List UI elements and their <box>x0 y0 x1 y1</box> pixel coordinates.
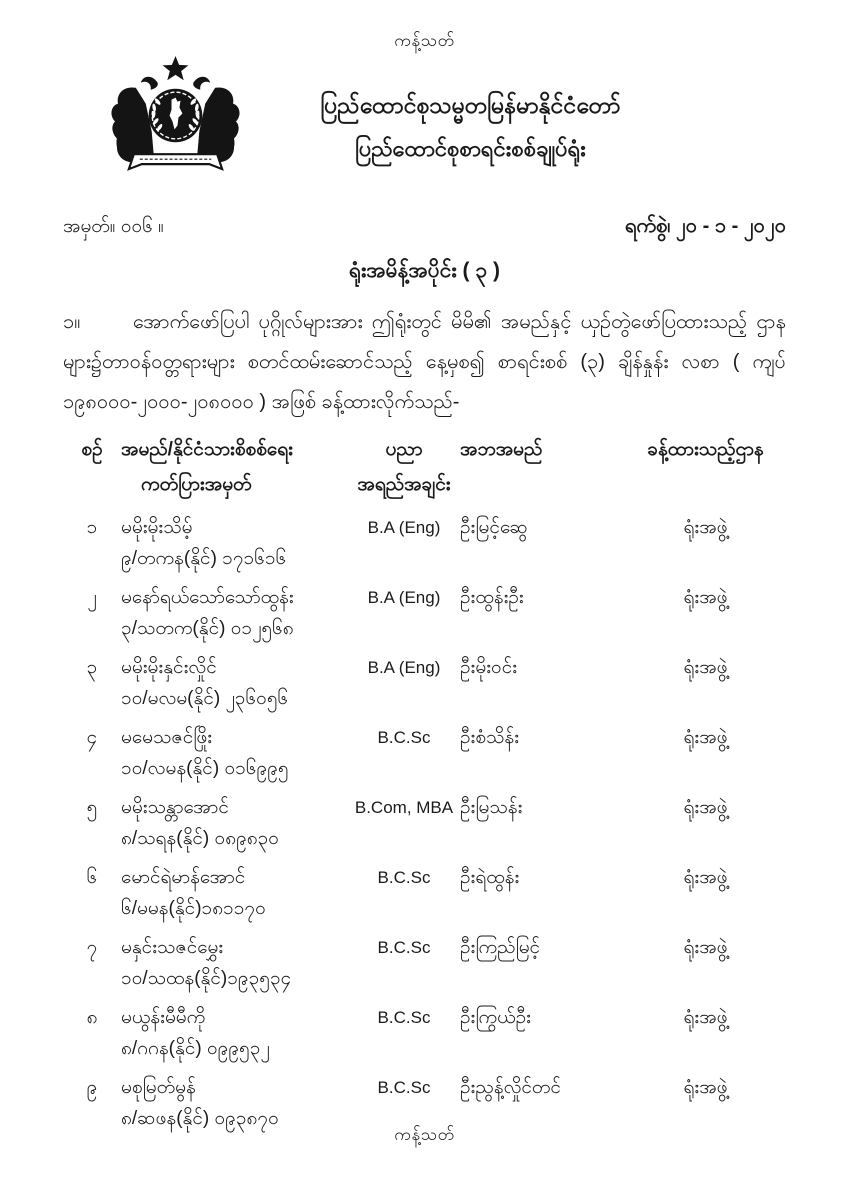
order-paragraph <box>63 302 786 422</box>
row-name: မစုမြတ်မွန် <box>121 1077 196 1098</box>
meta-row <box>63 212 786 242</box>
row-nrc-number: ၆/မမန(နိုင်)၁၈၁၁၇၀ <box>121 898 266 919</box>
row-serial: ၃ <box>86 657 98 678</box>
table-rows <box>63 512 786 1134</box>
order-title: ရုံးအမိန့်အပိုင်း ( ၃ ) <box>348 259 501 282</box>
row-father-name: ဦးစံသိန်း <box>460 727 520 748</box>
classification-marking-top: ကန့်သတ် <box>394 31 455 50</box>
row-nrc-number: ၁၀/မလမ(နိုင်) ၂၃၆၀၅၆ <box>121 688 289 709</box>
row-qualification: B.C.Sc <box>377 938 431 957</box>
header-name-line2: ကတ်ပြားအမှတ် <box>141 474 252 495</box>
row-serial: ၇ <box>86 937 98 958</box>
row-father-name: ဦးကြွယ်ဦး <box>460 1007 531 1028</box>
row-name: မမိုးမိုးသိမ့် <box>121 517 193 538</box>
row-name-nrc <box>121 652 348 714</box>
row-serial: ၅ <box>86 797 98 818</box>
row-father-name: ဦးညွန့်လှိုင်တင် <box>460 1077 561 1098</box>
row-serial: ၉ <box>86 1077 98 1098</box>
row-nrc-number: ၁၀/သထန(နိုင်)၁၉၃၅၃၄ <box>121 968 292 989</box>
row-department: ရုံးအဖွဲ့ <box>683 1007 728 1028</box>
table-row <box>63 512 786 574</box>
row-name: မနှင်းသဇင်မွှေး <box>121 937 224 958</box>
row-qualification: B.C.Sc <box>377 1078 431 1097</box>
row-qualification: B.A (Eng) <box>367 518 441 537</box>
row-name-nrc <box>121 722 348 784</box>
row-qualification: B.C.Sc <box>377 868 431 887</box>
row-nrc-number: ၈/ဂဂန(နိုင်) ၀၉၉၅၃၂ <box>121 1038 270 1059</box>
row-father-name: ဦးထွန်းဦး <box>460 587 524 608</box>
row-serial: ၈ <box>86 1007 98 1028</box>
row-nrc-number: ၃/သတက(နိုင်) ၀၁၂၅၆၈ <box>121 618 294 639</box>
row-nrc-number: ၈/သရန(နိုင်) ၀၈၉၈၃၀ <box>121 828 279 849</box>
row-qualification: B.C.Sc <box>377 1008 431 1027</box>
row-name: မယွန်းမီမီကို <box>121 1007 206 1028</box>
row-nrc-number: ၉/တကန(နိုင်) ၁၇၁၆၁၆ <box>121 548 287 569</box>
row-father-name: ဦးမြသန်း <box>460 797 523 818</box>
header-qualification <box>348 432 460 502</box>
document-date: ရက်စွဲ၊ ၂၀ - ၁ - ၂၀၂၀ <box>624 215 786 237</box>
row-father-name: ဦးမြင့်ဆွေ <box>460 517 528 538</box>
table-row <box>63 792 786 854</box>
row-name: မနော်ရယ်သော်သော်ထွန်း <box>121 587 294 608</box>
row-father-name: ဦးရဲထွန်း <box>460 867 520 888</box>
row-department: ရုံးအဖွဲ့ <box>683 1077 728 1098</box>
paragraph-number: ၁။ <box>63 311 81 333</box>
office-title: ပြည်ထောင်စုစာရင်းစစ်ချုပ်ရုံး <box>355 136 586 161</box>
row-department: ရုံးအဖွဲ့ <box>683 867 728 888</box>
row-qualification: B.A (Eng) <box>367 588 441 607</box>
row-name-nrc <box>121 512 348 574</box>
row-department: ရုံးအဖွဲ့ <box>683 657 728 678</box>
classification-marking-bottom: ကန့်သတ် <box>394 1125 455 1144</box>
document-header <box>63 54 786 186</box>
appointees-table <box>63 432 786 1134</box>
table-row <box>63 722 786 784</box>
row-qualification: B.A (Eng) <box>367 658 441 677</box>
row-nrc-number: ၁၀/လမန(နိုင်) ၀၁၆၉၉၅ <box>121 758 289 779</box>
header-name-nrc <box>121 432 348 502</box>
table-row <box>63 582 786 644</box>
row-serial: ၄ <box>86 727 98 748</box>
row-qualification: B.Com, MBA <box>354 798 454 817</box>
row-name: မမေသဇင်ဖြိုး <box>121 727 213 748</box>
country-title: ပြည်ထောင်စုသမ္မတမြန်မာနိုင်ငံတော် <box>320 92 621 118</box>
header-father-name: အဘအမည် <box>460 439 543 460</box>
table-row <box>63 1002 786 1064</box>
row-name-nrc <box>121 862 348 924</box>
row-serial: ၁ <box>86 517 98 538</box>
table-row <box>63 652 786 714</box>
header-serial: စဉ် <box>81 439 103 460</box>
row-name-nrc <box>121 582 348 644</box>
row-department: ရုံးအဖွဲ့ <box>683 937 728 958</box>
row-father-name: ဦးကြည်မြင့် <box>460 937 541 958</box>
row-name: မမိုးသန္တာအောင် <box>121 797 229 818</box>
row-qualification: B.C.Sc <box>377 728 431 747</box>
row-name: မမိုးမိုးနှင်းလှိုင် <box>121 657 217 678</box>
header-department: ခန့်ထားသည့်ဌာန <box>647 439 764 460</box>
row-name: မောင်ရဲမာန်အောင် <box>121 867 246 888</box>
row-department: ရုံးအဖွဲ့ <box>683 517 728 538</box>
row-name-nrc <box>121 932 348 994</box>
row-department: ရုံးအဖွဲ့ <box>683 797 728 818</box>
row-father-name: ဦးမိုးဝင်း <box>460 657 518 678</box>
paragraph-text: အောက်ဖော်ပြပါ ပုဂ္ဂိုလ်များအား ဤရုံးတွင် မိမိ၏ အမည်နှင့် ယှဉ်တွဲဖော်ပြထားသည့် ဌာနများ၌တာဝန်ဝတ္တရားများ စတင်ထမ်းဆောင်သည့် နေ့မှစ၍ စာရင်းစစ် (၃) ချိန်နှုန်း လစာ ( ကျပ် ၁၉၈၀၀၀-၂၀၀၀-၂၀၈၀၀၀ ) အဖြစ် ခန့်ထားလိုက်သည်- <box>63 311 786 413</box>
table-header <box>63 432 786 502</box>
header-qualification-line1: ပညာ <box>385 439 423 460</box>
row-name-nrc <box>121 792 348 854</box>
row-department: ရုံးအဖွဲ့ <box>683 587 728 608</box>
header-qualification-line2: အရည်အချင်း <box>357 474 451 495</box>
header-name-line1: အမည်/နိုင်ငံသားစိစစ်ရေး <box>121 439 293 460</box>
table-row <box>63 932 786 994</box>
document-number: အမှတ်။ ၀၀၆ ။ <box>63 216 164 237</box>
row-department: ရုံးအဖွဲ့ <box>683 727 728 748</box>
row-serial: ၆ <box>86 867 98 888</box>
row-nrc-number: ၈/ဆဖန(နိုင်) ၀၉၃၈၇၀ <box>121 1108 279 1129</box>
row-name-nrc <box>121 1002 348 1064</box>
table-row <box>63 862 786 924</box>
row-serial: ၂ <box>87 587 97 608</box>
